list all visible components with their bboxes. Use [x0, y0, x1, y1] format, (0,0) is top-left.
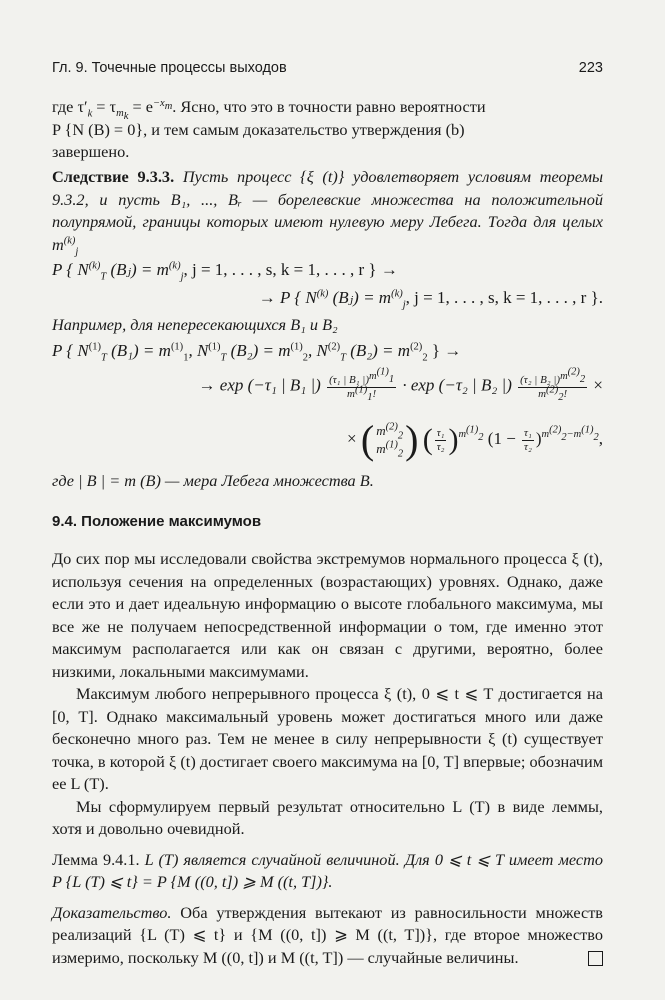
proof-block — [52, 902, 603, 970]
intro-line-1: где $\tau'_k = \tau_{m_k} = e^{-x_m}$. Ясно, что это в точности равно вероятности — [52, 97, 486, 123]
end-of-proof-icon — [588, 951, 603, 966]
formula-2-line-2: → exp (−τ₁ | B₁ |) $\frac{(\tau_1 | B_1 |)^{m^{(1)}_1}}{m^{(1)}_1!}$ · exp (−τ₂ | B₂ |) $\frac{(\tau_2 | B_2 |)^{m^{(2)}_2}}{m^{(2)}_2!}$ × — [198, 366, 603, 404]
lemma-block — [52, 849, 603, 894]
proof-text: Оба утверждения вытекают из равносильности множеств реализаций {L (T) ⩽ t} и {M ((0, t]) ⩾ M ((t, T])}, где второе множество измеримо, поскольку M ((0, t]) и M ((t, T]) — случайные величины. — [52, 902, 603, 967]
intro-paragraph — [52, 96, 603, 164]
where-line: где | B | = m (B) — мера Лебега множества B. — [52, 471, 374, 490]
page-number: 223 — [578, 60, 603, 76]
section-heading: 9.4. Положение максимумов — [52, 513, 262, 530]
corollary-label: Следствие 9.3.3. — [52, 167, 175, 186]
formula-1-line-1: P { $N^{(k)}_T$ (Bⱼ) = $m^{(k)}_j$, j = 1, . . . , s, k = 1, . . . , r } → — [52, 260, 398, 283]
body-text — [52, 548, 603, 969]
intro-line-3: завершено. — [52, 142, 130, 161]
proof-label: Доказательство. — [52, 902, 172, 922]
formula-2-line-3: × ( $m^{(2)}_2$ $m^{(1)}_2$) ( $\frac{\text{τ₁}}{\text{τ₂}}$ )$^{m^{(1)}_2}$ (1 − $\frac{\text{τ₁}}{\text{τ₂}}$ )$^{m^{(2)}_2-m^{(1)}_2}$, — [347, 417, 603, 462]
example-line: Например, для непересекающихся B₁ и B₂ — [52, 315, 338, 334]
paragraph-2: Максимум любого непрерывного процесса ξ (t), 0 ⩽ t ⩽ T достигается на [0, T]. Однако максимальный уровень может достигаться много или даже бесконечно много раз. Тем не менее в силу непрерывности ξ (t) существует точка, в которой ξ (t) достигает своего максимума на [0, T] впервые; обозначим ее L (T). — [52, 684, 603, 793]
corollary-block: Следствие 9.3.3. Пусть процесс {ξ (t)} удовлетворяет условиям теоремы 9.3.2, и пусть B₁, ..., Bᵣ — борелевские множества на положительной полупрямой, границы которых имеют нулевую меру Лебега. Тогда для целых $m^{(k)}_j$ — [52, 167, 604, 257]
binomial-coefficient: $m^{(2)}_2$ $m^{(1)}_2$ — [376, 421, 404, 460]
lemma-text: L (T) является случайной величиной. Для 0 ⩽ t ⩽ T имеет место P {L (T) ⩽ t} = P {M ((0, t]) ⩾ M ((t, T])}. — [52, 849, 603, 891]
lemma-label: Лемма 9.4.1. — [52, 849, 140, 869]
paragraph-1: До сих пор мы исследовали свойства экстремумов нормального процесса ξ (t), используя сечения на определенных (возрастающих) уровнях. Однако, даже если это и дает идеальную информацию о высоте глобального максимума, мы все же не получаем непосредственной информации о том, где именно этот максимум располагается или как он связан с другими, вероятно, более низкими, локальными максимумами. — [52, 549, 603, 681]
corollary-text: Пусть процесс {ξ (t)} удовлетворяет условиям теоремы 9.3.2, и пусть B₁, ..., Bᵣ — борелевские множества на положительной полупрямой, границы которых имеют нулевую меру Лебега. Тогда для целых m — [52, 167, 604, 254]
chapter-title: Гл. 9. Точечные процессы выходов — [52, 60, 287, 76]
intro-line-2: P {N (B) = 0}, и тем самым доказательство утверждения (b) — [52, 119, 465, 139]
running-header — [52, 60, 603, 82]
formula-2-line-1: P { $N^{(1)}_T$ $(B_1) = m^{(1)}_1$, $N^{(1)}_T$ $(B_2) = m^{(1)}_2$, $N^{(2)}_T$ $(B_2) = m^{(2)}_2$ } → — [52, 341, 462, 364]
paragraph-3: Мы сформулируем первый результат относительно L (T) в виде леммы, хотя и довольно очевидной. — [52, 796, 603, 838]
fraction-1: $\frac{(\tau_1 | B_1 |)^{m^{(1)}_1}}{m^{(1)}_1!}$ — [329, 366, 395, 404]
formula-1-line-2: → P { $N^{(k)}$ (Bⱼ) = $m^{(k)}_j$, j = 1, . . . , s, k = 1, . . . , r }. — [258, 288, 603, 311]
fraction-2: $\frac{(\tau_2 | B_2 |)^{m^{(2)}_2}}{m^{(2)}_2!}$ — [520, 366, 586, 404]
